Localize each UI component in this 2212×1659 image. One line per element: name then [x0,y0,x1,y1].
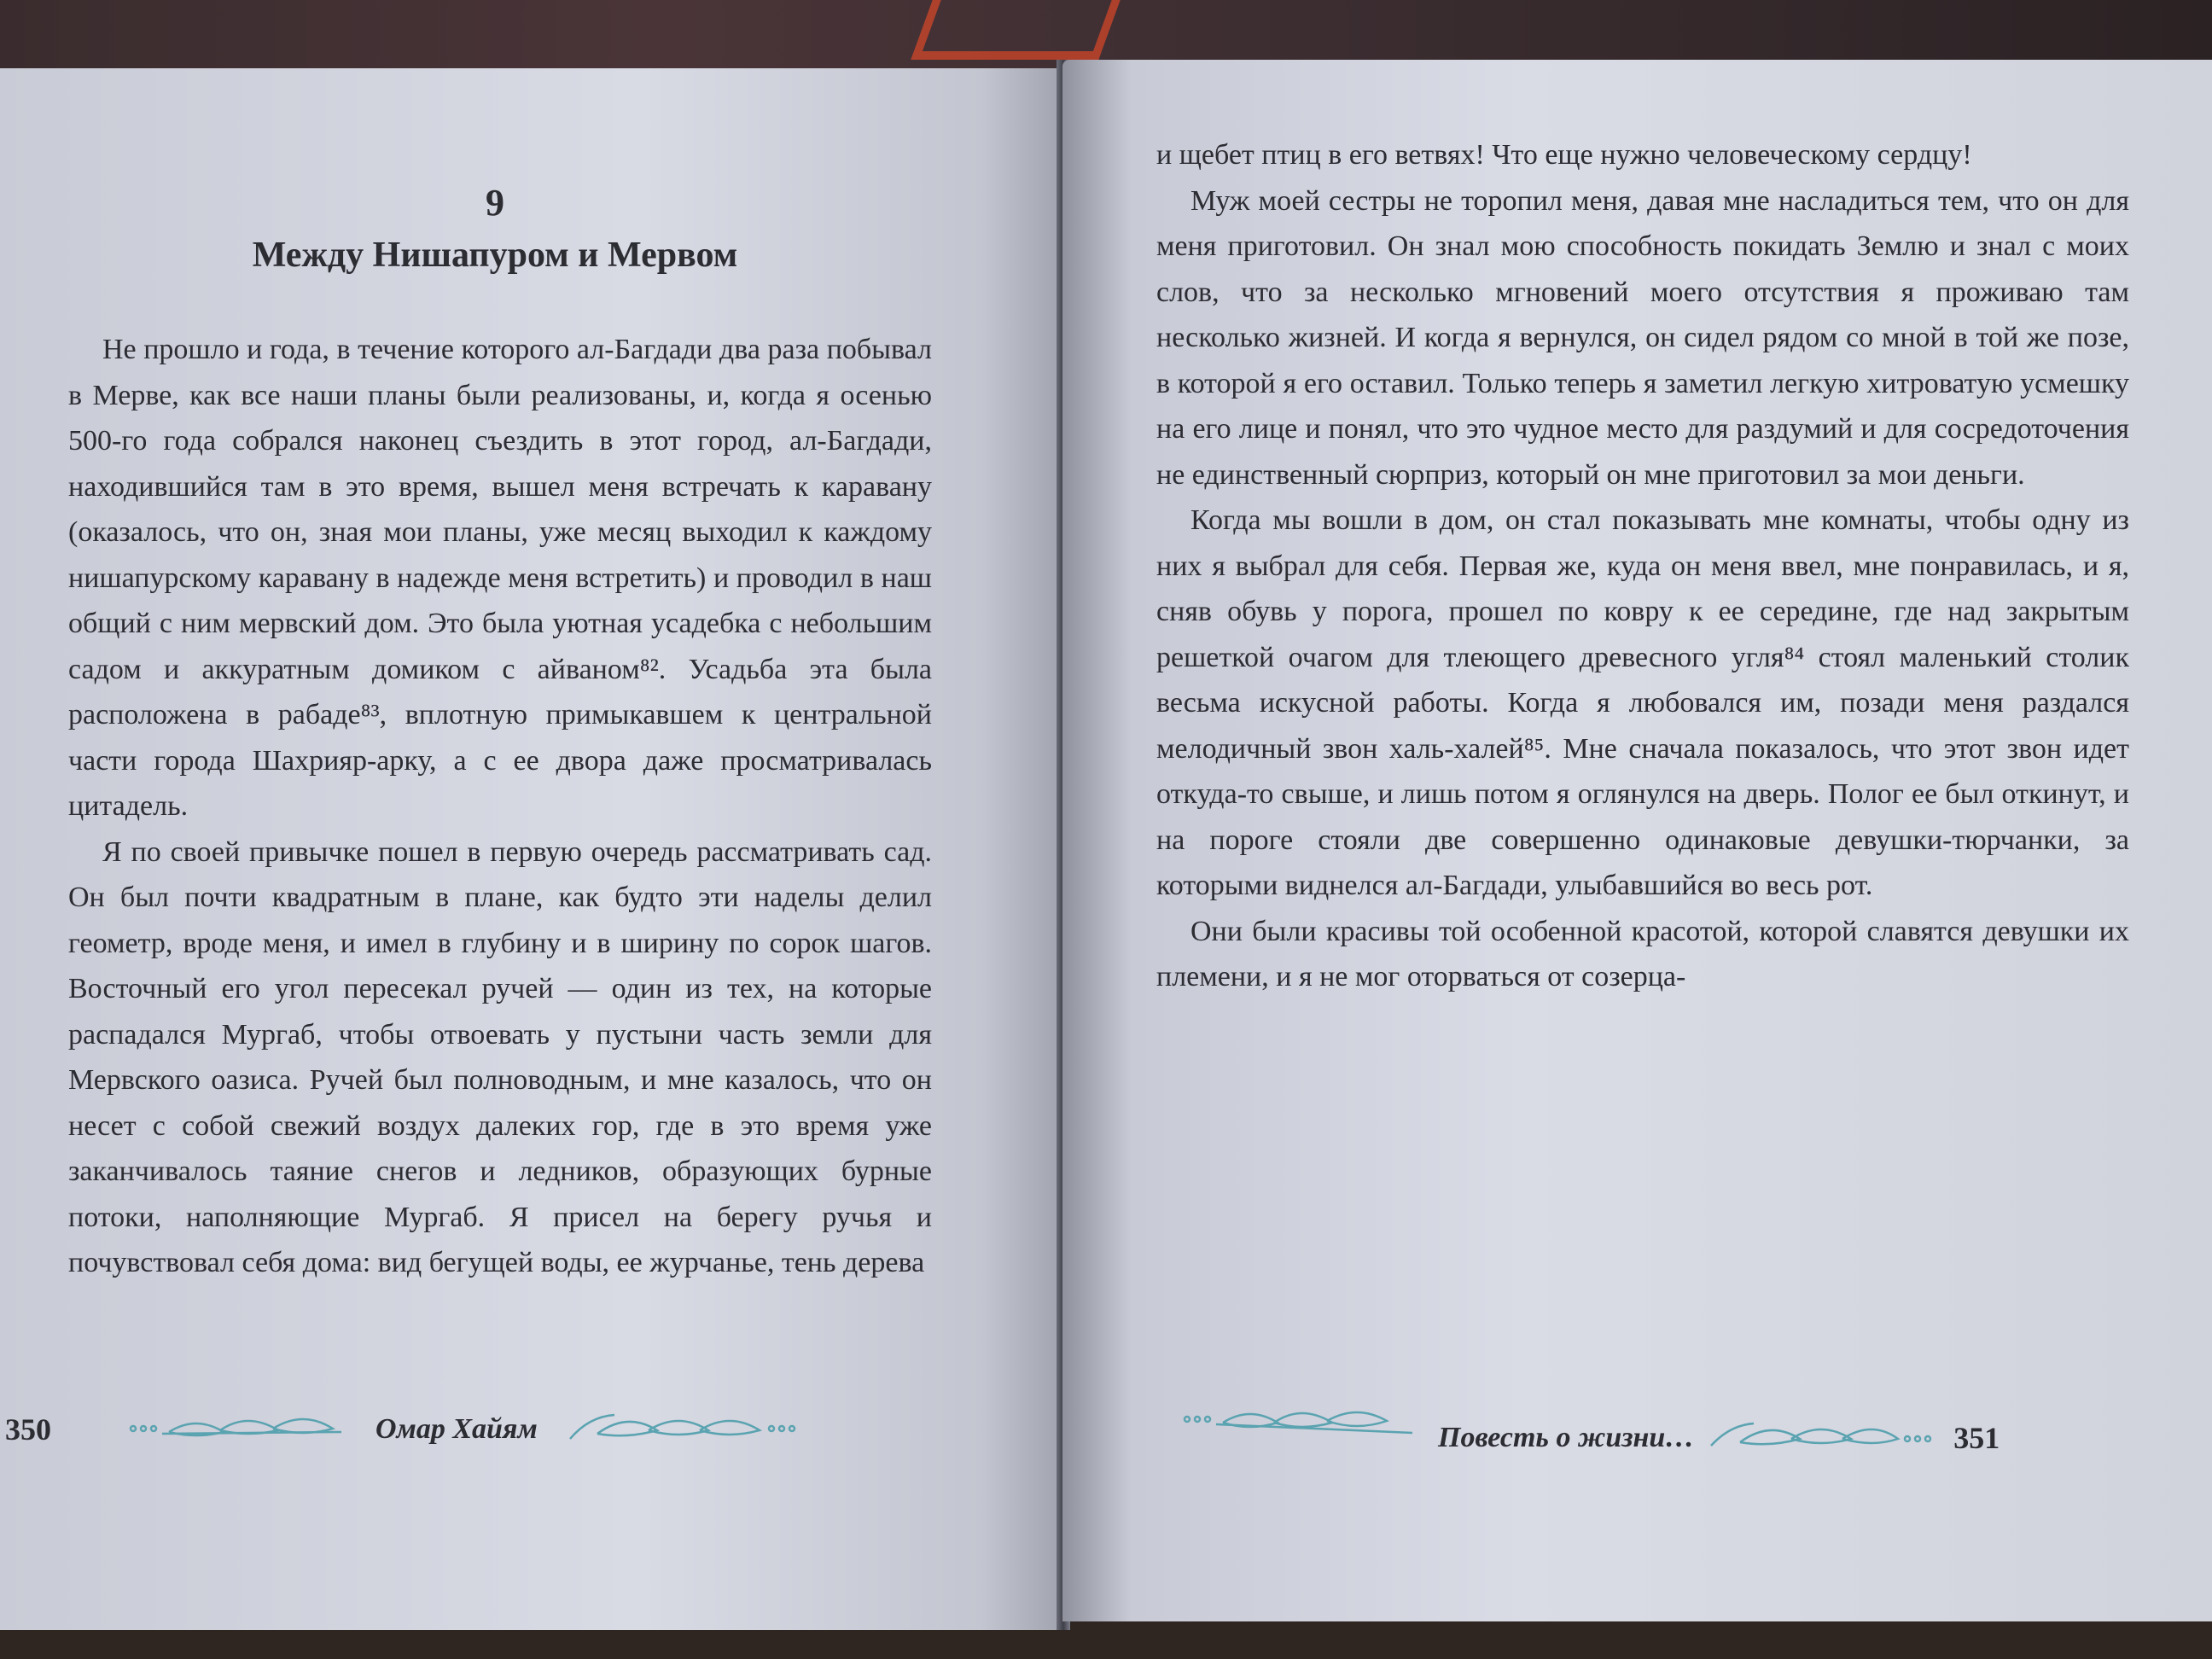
chapter-number: 9 [486,182,504,224]
leaf-ornament-right-b [1706,1417,1936,1458]
rug-motif [911,0,1120,60]
leaf-ornament-left-a [128,1408,350,1450]
leaf-ornament-left-b [563,1408,802,1450]
running-footer-left: Омар Хайям [375,1412,538,1445]
left-body-text [68,327,932,1286]
left-footer [5,1408,944,1450]
leaf-ornament-right-a [1182,1404,1421,1446]
right-paragraph-1: и щебет птиц в его ветвях! Что еще нужно человеческому сердцу! [1156,139,1972,171]
right-body-text [1156,132,2129,1000]
right-paragraph-2: Муж моей сестры не торопил меня, давая мне насладиться тем, что он для меня приготовил. Он знал мою способность покидать Землю и знал с моих слов, что за несколько мгновений моего отсутствия я проживаю там несколько жизней. И когда я вернулся, он сидел рядом со мной в той же позе, в которой я его оставил. Только теперь я заметил легкую хитроватую усмешку на его лице и понял, что это чудное место для раздумий и для сосредоточения не единственный сюрприз, который он мне приготовил за мои деньги. [1156,184,2129,491]
right-paragraph-4: Они были красивы той особенной красотой, которой славятся девушки их племени, и я не мог оторваться от созерца- [1156,915,2129,992]
left-paragraph-1: Не прошло и года, в течение которого ал-Багдади два раза побывал в Мерве, как все наши планы были реализованы, и, когда я осенью 500-го года собрался наконец съездить в этот город, ал-Багдади, находившийся там в это время, вышел меня встречать к каравану (оказалось, что он, зная мои планы, уже месяц выходил к каждому нишапурскому каравану в надежде меня встретить) и проводил в наш общий с ним мервский дом. Это была уютная усадебка с небольшим садом и аккуратным домиком с айваном⁸². Усадьба эта была расположена в рабаде⁸³, вплотную примыкавшем к центральной части города Шахрияр-арку, а с ее двора даже просматривалась цитадель. [68,334,932,822]
running-footer-right: Повесть о жизни… [1438,1421,1695,1453]
left-paragraph-2: Я по своей привычке пошел в первую очередь рассматривать сад. Он был почти квадратным в плане, как будто эти наделы делил геометр, вроде меня, и имел в глубину и в ширину по сорок шагов. Восточный его угол пересекал ручей — один из тех, на которые распадался Мургаб, чтобы отвоевать у пустыни часть земли для Мервского оазиса. Ручей был полноводным, и мне казалось, что он несет с собой свежий воздух далеких гор, где в это время уже заканчивалось таяние снегов и ледников, образующих бурные потоки, наполняющие Мургаб. Я присел на берегу ручья и почувствовал себя дома: вид бегущей воды, ее журчанье, тень дерева [68,835,932,1278]
right-footer [1182,1391,2172,1458]
right-page [1062,60,2212,1621]
left-page [0,68,1067,1630]
right-paragraph-3: Когда мы вошли в дом, он стал показывать мне комнаты, чтобы одну из них я выбрал для себя. Первая же, куда он меня ввел, мне понравилась, и я, сняв обувь у порога, прошел по ковру к ее середине, где над закрытым решеткой очагом для тлеющего древесного угля⁸⁴ стоял маленький столик весьма искусной работы. Когда я любовался им, позади меня раздался мелодичный звон халь-халей⁸⁵. Мне сначала показалось, что этот звон идет откуда-то свыше, и лишь потом я оглянулся на дверь. Полог ее был откинут, и на пороге стояли две совершенно одинаковые девушки-тюрчанки, за которыми виднелся ал-Багдади, улыбавшийся во весь рот. [1156,504,2129,901]
chapter-title: Между Нишапуром и Мервом [252,236,738,275]
page-number-right: 351 [1953,1420,2000,1455]
page-number-left: 350 [5,1412,51,1447]
